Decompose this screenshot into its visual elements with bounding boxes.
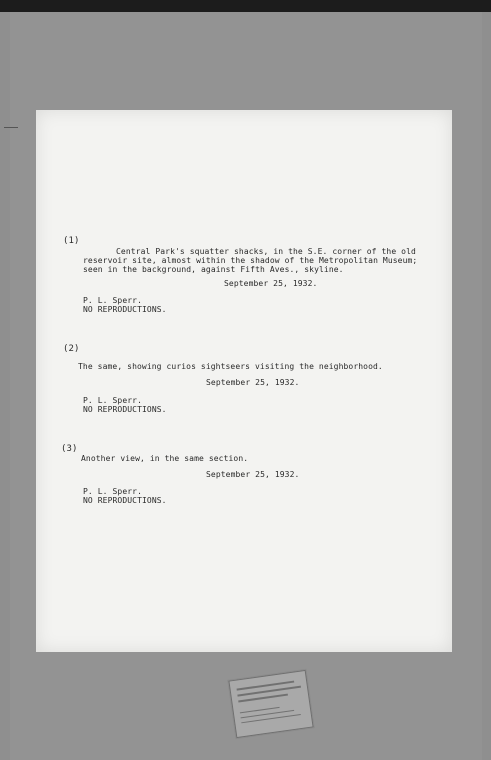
- typed-sheet: [36, 110, 452, 652]
- section-3-date: September 25, 1932.: [206, 470, 300, 479]
- section-1-credit: P. L. Sperr.: [83, 296, 142, 305]
- section-2-date: September 25, 1932.: [206, 378, 300, 387]
- section-3-caption-line: Another view, in the same section.: [81, 454, 249, 463]
- section-1-caption-line: Central Park's squatter shacks, in the S.E. corner of the old: [116, 247, 416, 256]
- section-2-credit: P. L. Sperr.: [83, 396, 142, 405]
- section-2-notice: NO REPRODUCTIONS.: [83, 405, 167, 414]
- section-3-credit: P. L. Sperr.: [83, 487, 142, 496]
- section-2-number: (2): [63, 344, 80, 354]
- board-mark: [4, 127, 18, 128]
- section-1-caption-line: seen in the background, against Fifth Aves., skyline.: [83, 265, 344, 274]
- section-1-notice: NO REPRODUCTIONS.: [83, 305, 167, 314]
- section-1-date: September 25, 1932.: [224, 279, 318, 288]
- section-3-notice: NO REPRODUCTIONS.: [83, 496, 167, 505]
- section-2-caption-line: The same, showing curios sightseers visiting the neighborhood.: [78, 362, 383, 371]
- library-stamp: [228, 670, 313, 738]
- top-frame-edge: [0, 0, 491, 12]
- section-1-caption-line: reservoir site, almost within the shadow of the Metropolitan Museum;: [83, 256, 418, 265]
- section-1-number: (1): [63, 236, 80, 246]
- section-3-number: (3): [61, 444, 78, 454]
